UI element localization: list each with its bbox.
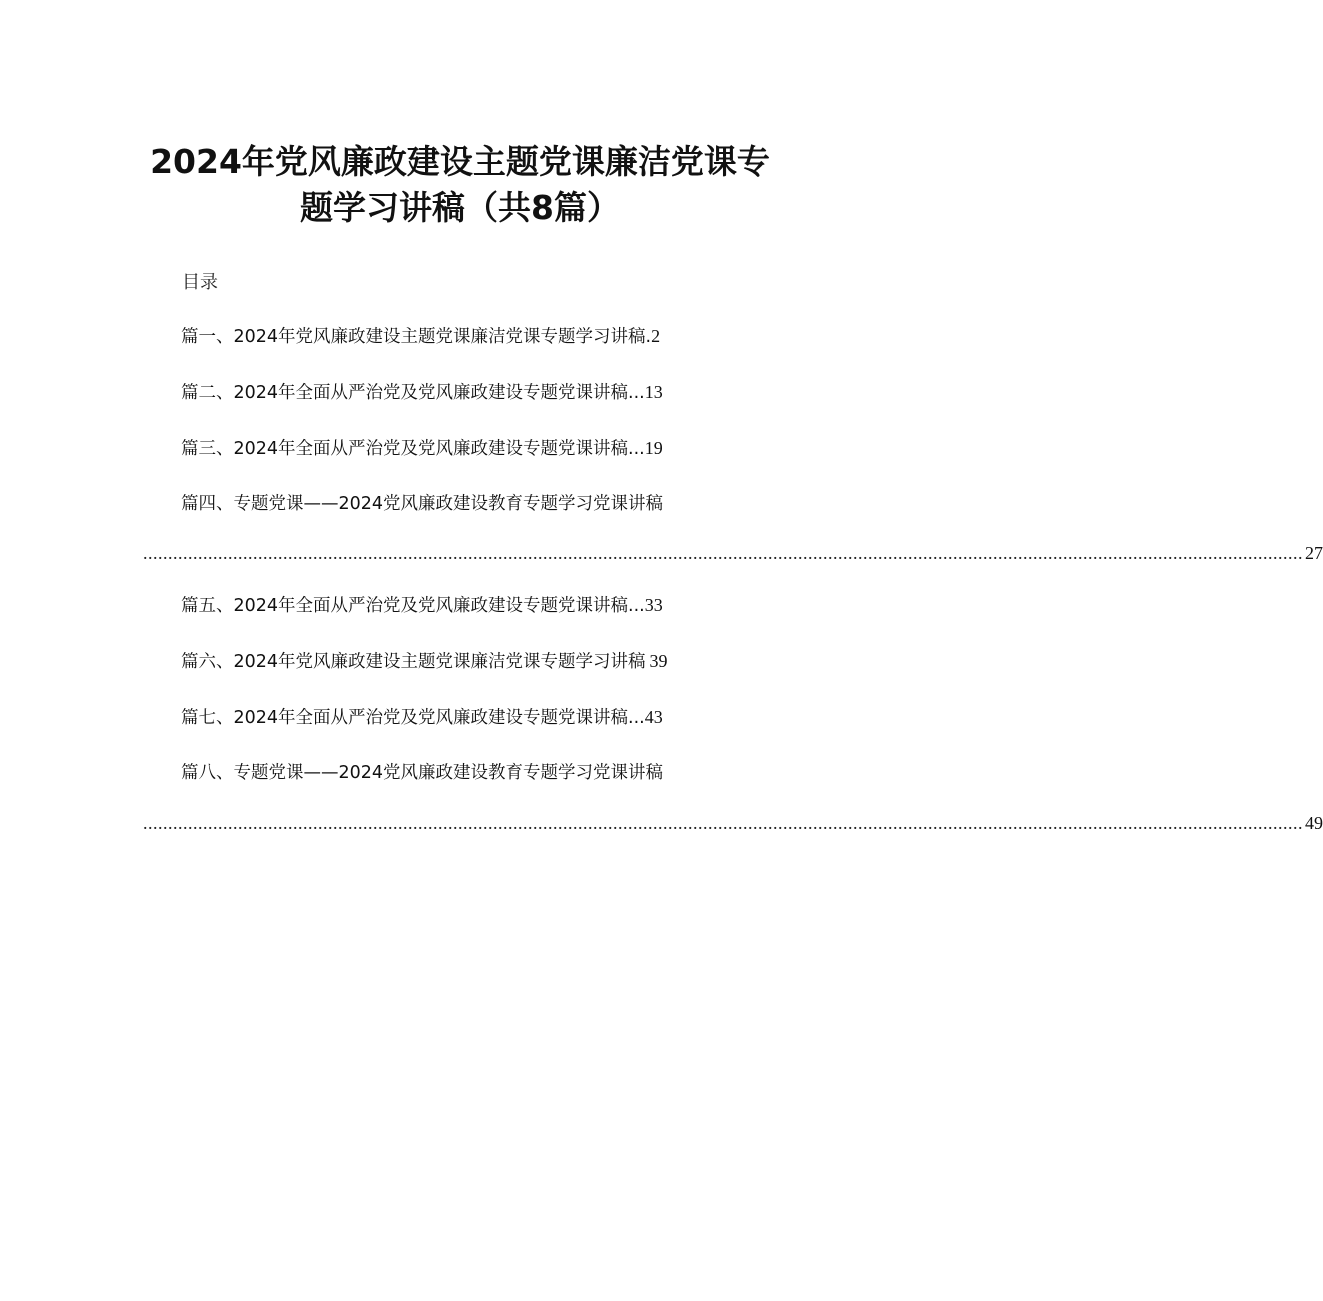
toc-entry-4[interactable] (181, 491, 663, 517)
toc-entry-3[interactable] (181, 435, 663, 462)
toc-entry-1[interactable] (181, 323, 660, 350)
toc-entry-5[interactable] (181, 592, 663, 619)
toc-entry-page: 39 (649, 651, 668, 671)
document-title-line-2: 题学习讲稿（共8篇） (300, 188, 620, 227)
toc-heading: 目录 (182, 272, 218, 293)
toc-entry-2[interactable] (181, 379, 663, 406)
toc-entry-page: 13 (644, 382, 663, 402)
dot-leader: ........................................................................................................................................................................................................................................ (143, 813, 1303, 833)
toc-entry-page: 49 (1305, 813, 1323, 833)
toc-entry-title: 篇一、2024年党风廉政建设主题党课廉洁党课专题学习讲稿. (181, 327, 652, 347)
toc-entry-8[interactable] (181, 760, 663, 786)
toc-entry-6[interactable] (181, 648, 668, 675)
toc-entry-title: 篇五、2024年全面从严治党及党风廉政建设专题党课讲稿... (181, 596, 645, 616)
document-title-line-1: 2024年党风廉政建设主题党课廉洁党课专 (150, 142, 770, 181)
toc-entry-title: 篇二、2024年全面从严治党及党风廉政建设专题党课讲稿... (181, 383, 645, 403)
toc-entry-page: 2 (651, 326, 661, 346)
toc-entry-page: 33 (644, 595, 663, 615)
toc-entry-7[interactable] (181, 704, 663, 731)
toc-entry-page: 27 (1305, 543, 1323, 563)
toc-entry-page: 43 (644, 707, 663, 727)
dot-leader: ........................................................................................................................................................................................................................................ (143, 543, 1303, 563)
toc-entry-title: 篇七、2024年全面从严治党及党风廉政建设专题党课讲稿... (181, 708, 645, 728)
toc-entry-title: 篇三、2024年全面从严治党及党风廉政建设专题党课讲稿... (181, 439, 645, 459)
toc-entry-title: 篇六、2024年党风廉政建设主题党课廉洁党课专题学习讲稿 (181, 652, 646, 672)
toc-entry-page: 19 (644, 438, 663, 458)
toc-entry-title: 篇四、专题党课——2024党风廉政建设教育专题学习党课讲稿 (181, 494, 664, 514)
toc-entry-4-leader[interactable] (143, 540, 1323, 566)
toc-entry-title: 篇八、专题党课——2024党风廉政建设教育专题学习党课讲稿 (181, 763, 664, 783)
toc-entry-8-leader[interactable] (143, 810, 1323, 836)
